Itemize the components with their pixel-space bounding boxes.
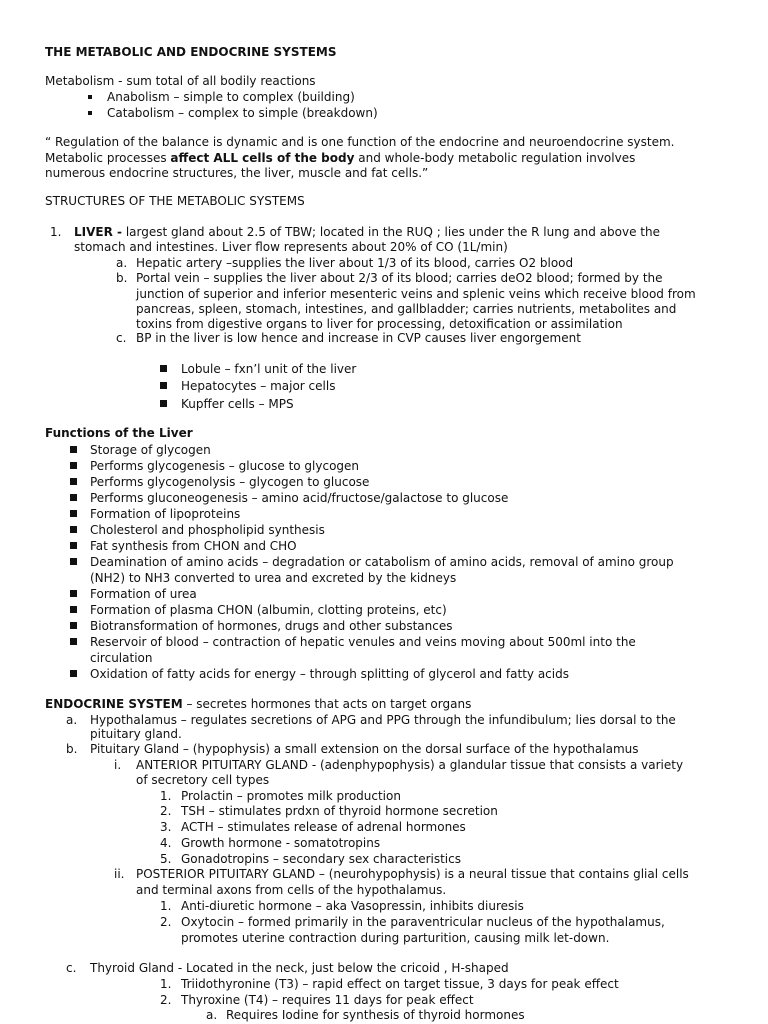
list-item: Requires Iodine for synthesis of thyroid hormones xyxy=(226,1008,525,1022)
function-item: Formation of lipoproteins xyxy=(90,507,241,521)
square-bullet xyxy=(70,590,77,597)
function-item: Reservoir of blood – contraction of hepatic venules and veins moving about 500ml into the xyxy=(90,635,636,649)
metabolism-item: Catabolism – complex to simple (breakdown) xyxy=(107,106,378,120)
list-item: Thyroid Gland - Located in the neck, just below the cricoid , H-shaped xyxy=(90,961,509,975)
list-item: Anti-diuretic hormone – aka Vasopressin, inhibits diuresis xyxy=(181,899,524,913)
list-item: ACTH – stimulates release of adrenal hormones xyxy=(181,820,466,834)
quote-line: Metabolic processes affect ALL cells of the body and whole-body metabolic regulation involves xyxy=(45,151,636,165)
function-item: circulation xyxy=(90,651,153,665)
square-bullet xyxy=(70,494,77,501)
square-bullet xyxy=(160,382,167,389)
metabolism-definition: Metabolism - sum total of all bodily reactions xyxy=(45,74,316,88)
function-item: Oxidation of fatty acids for energy – through splitting of glycerol and fatty acids xyxy=(90,667,569,681)
list-marker: c. xyxy=(116,331,127,345)
list-marker: b. xyxy=(116,271,128,285)
function-item: Deamination of amino acids – degradation or catabolism of amino acids, removal of amino group xyxy=(90,555,674,569)
function-item: Cholesterol and phospholipid synthesis xyxy=(90,523,325,537)
document-title: THE METABOLIC AND ENDOCRINE SYSTEMS xyxy=(45,45,337,59)
metabolism-item: Anabolism – simple to complex (building) xyxy=(107,90,355,104)
list-item: Thyroxine (T4) – requires 11 days for peak effect xyxy=(181,993,474,1007)
list-item: pituitary gland. xyxy=(90,727,182,741)
list-item: Oxytocin – formed primarily in the paraventricular nucleus of the hypothalamus, xyxy=(181,915,665,929)
function-item: Performs gluconeogenesis – amino acid/fructose/galactose to glucose xyxy=(90,491,509,505)
bullet-dot xyxy=(88,111,92,115)
list-item: and terminal axons from cells of the hypothalamus. xyxy=(136,883,447,897)
square-bullet xyxy=(70,526,77,533)
list-marker: ii. xyxy=(114,867,125,881)
list-item: POSTERIOR PITUITARY GLAND – (neurohypophysis) is a neural tissue that contains glial cells xyxy=(136,867,689,881)
list-marker: 1. xyxy=(160,899,172,913)
list-marker: b. xyxy=(66,742,78,756)
list-marker: 2. xyxy=(160,915,172,929)
list-marker: i. xyxy=(114,758,122,772)
list-item: Hepatic artery –supplies the liver about 1/3 of its blood, carries O2 blood xyxy=(136,256,574,270)
list-item: Portal vein – supplies the liver about 2/3 of its blood; carries deO2 blood; formed by the xyxy=(136,271,663,285)
square-bullet xyxy=(70,558,77,565)
list-marker: a. xyxy=(206,1008,218,1022)
list-item: promotes uterine contraction during parturition, causing milk let-down. xyxy=(181,931,610,945)
list-item: ANTERIOR PITUITARY GLAND - (adenphypophysis) a glandular tissue that consists a variety xyxy=(136,758,684,772)
function-item: Performs glycogenolysis – glycogen to glucose xyxy=(90,475,370,489)
list-marker: 1. xyxy=(160,977,172,991)
list-marker: 2. xyxy=(160,804,172,818)
list-item: Growth hormone - somatotropins xyxy=(181,836,381,850)
list-marker: 4. xyxy=(160,836,172,850)
section-heading: STRUCTURES OF THE METABOLIC SYSTEMS xyxy=(45,194,305,208)
list-marker: 3. xyxy=(160,820,172,834)
list-marker: a. xyxy=(116,256,128,270)
list-item: Hepatocytes – major cells xyxy=(181,379,336,393)
function-item: Biotransformation of hormones, drugs and other substances xyxy=(90,619,453,633)
list-item: Hypothalamus – regulates secretions of APG and PPG through the infundibulum; lies dorsal to the xyxy=(90,713,676,727)
square-bullet xyxy=(70,478,77,485)
list-marker: 2. xyxy=(160,993,172,1007)
square-bullet xyxy=(160,400,167,407)
function-item: Fat synthesis from CHON and CHO xyxy=(90,539,297,553)
endocrine-intro: ENDOCRINE SYSTEM – secretes hormones that acts on target organs xyxy=(45,697,472,711)
list-item: Lobule – fxn’l unit of the liver xyxy=(181,362,357,376)
list-item: of secretory cell types xyxy=(136,773,270,787)
function-item: Performs glycogenesis – glucose to glycogen xyxy=(90,459,360,473)
list-item: Gonadotropins – secondary sex characteristics xyxy=(181,852,461,866)
square-bullet xyxy=(70,670,77,677)
list-item: junction of superior and inferior mesenteric veins and splenic veins which receive blood from xyxy=(136,287,696,301)
list-item: BP in the liver is low hence and increase in CVP causes liver engorgement xyxy=(136,331,581,345)
bullet-dot xyxy=(88,95,92,99)
emphasis-text: affect ALL cells of the body xyxy=(170,151,355,165)
list-item: Triidothyronine (T3) – rapid effect on target tissue, 3 days for peak effect xyxy=(181,977,619,991)
list-item: Prolactin – promotes milk production xyxy=(181,789,401,803)
list-item: Kupffer cells – MPS xyxy=(181,397,294,411)
list-marker: 1. xyxy=(50,225,62,239)
liver-description: LIVER - largest gland about 2.5 of TBW; located in the RUQ ; lies under the R lung and above the xyxy=(74,225,660,239)
list-item: pancreas, spleen, stomach, intestines, and gallbladder; carries nutrients, metabolites and xyxy=(136,302,677,316)
list-marker: 1. xyxy=(160,789,172,803)
square-bullet xyxy=(70,446,77,453)
list-marker: 5. xyxy=(160,852,172,866)
quote-line: numerous endocrine structures, the liver, muscle and fat cells.” xyxy=(45,166,429,180)
square-bullet xyxy=(70,510,77,517)
function-item: Storage of glycogen xyxy=(90,443,211,457)
square-bullet xyxy=(70,462,77,469)
function-item: (NH2) to NH3 converted to urea and excreted by the kidneys xyxy=(90,571,457,585)
square-bullet xyxy=(70,622,77,629)
square-bullet xyxy=(70,542,77,549)
function-item: Formation of urea xyxy=(90,587,197,601)
square-bullet xyxy=(70,606,77,613)
square-bullet xyxy=(70,638,77,645)
list-item: toxins from digestive organs to liver for processing, detoxification or assimilation xyxy=(136,317,623,331)
list-item: Pituitary Gland – (hypophysis) a small extension on the dorsal surface of the hypothalamus xyxy=(90,742,639,756)
liver-description: stomach and intestines. Liver flow represents about 20% of CO (1L/min) xyxy=(74,240,508,254)
list-item: TSH – stimulates prdxn of thyroid hormone secretion xyxy=(181,804,498,818)
square-bullet xyxy=(160,365,167,372)
section-heading: Functions of the Liver xyxy=(45,426,193,440)
list-marker: c. xyxy=(66,961,77,975)
quote-line: “ Regulation of the balance is dynamic and is one function of the endocrine and neuroendocrine system. xyxy=(45,135,675,149)
list-marker: a. xyxy=(66,713,78,727)
function-item: Formation of plasma CHON (albumin, clotting proteins, etc) xyxy=(90,603,447,617)
